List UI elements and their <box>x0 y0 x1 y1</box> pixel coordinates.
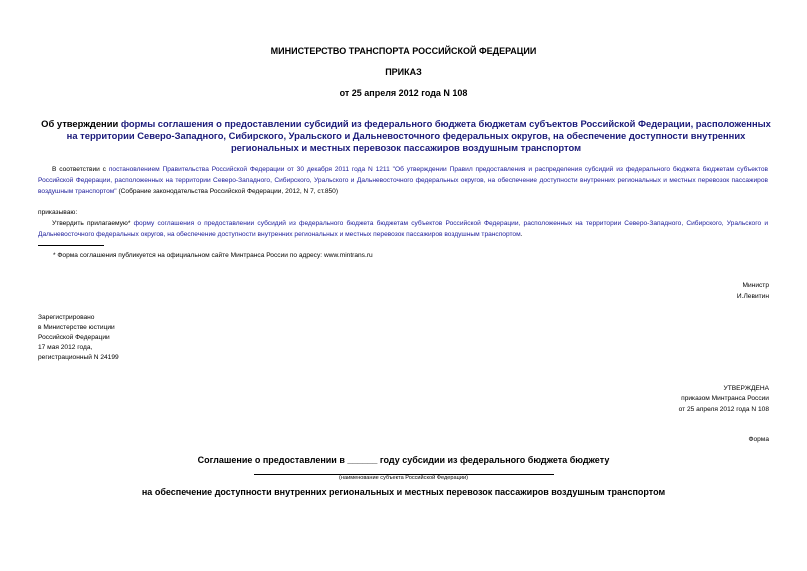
title-prefix: Об утверждении <box>41 118 121 129</box>
registration-line-3: Российской Федерации <box>38 334 110 341</box>
footnote: * Форма соглашения публикуется на официальном сайте Минтранса России по адресу: www.mintrans.ru <box>53 252 373 259</box>
agreement-purpose: на обеспечение доступности внутренних региональных и местных перевозок пассажиров воздушным транспортом <box>141 487 666 497</box>
form-label: Форма <box>748 436 769 443</box>
document-title <box>36 118 776 154</box>
title-link[interactable]: формы соглашения о предоставлении субсидий из федерального бюджета бюджетам субъектов Российской Федерации, расположенных на территории Северо-Западного, Сибирского, Уральского и Дальневосточного федеральных округов, на обеспечение доступности внутренних региональных и местных перевозок пассажиров воздушным транспортом <box>66 118 771 153</box>
approved-line-3: от 25 апреля 2012 года N 108 <box>678 406 769 413</box>
subject-caption: (наименование субъекта Российской Федерации) <box>339 475 468 481</box>
doc-type-heading: ПРИКАЗ <box>385 67 422 77</box>
preamble-prefix: В соответствии с <box>52 166 109 173</box>
registration-line-2: в Министерстве юстиции <box>38 324 115 331</box>
doc-date-heading: от 25 апреля 2012 года N 108 <box>339 88 468 98</box>
order-suffix: . <box>520 231 523 238</box>
preamble-suffix: (Собрание законодательства Российской Федерации, 2012, N 7, ст.850) <box>116 188 339 195</box>
preamble-paragraph <box>38 164 768 197</box>
approved-line-1: УТВЕРЖДЕНА <box>723 385 769 392</box>
ministry-heading: МИНИСТЕРСТВО ТРАНСПОРТА РОССИЙСКОЙ ФЕДЕРАЦИИ <box>270 46 537 56</box>
signature-name: И.Левитин <box>736 293 769 300</box>
registration-line-4: 17 мая 2012 года, <box>38 344 93 351</box>
order-word: приказываю: <box>38 209 78 216</box>
form-link[interactable]: форму соглашения о предоставлении субсидий из федерального бюджета бюджетам субъектов Российской Федерации, расположенных на территории Северо-Западного, Сибирского, Уральского и Дальневосточного федеральных округов, на обеспечение доступности внутренних региональных и местных перевозок пассажиров воздушным транспортом <box>38 220 768 238</box>
registration-line-5: регистрационный N 24199 <box>38 354 119 361</box>
footnote-divider <box>38 245 104 246</box>
registration-line-1: Зарегистрировано <box>38 314 95 321</box>
agreement-title: Соглашение о предоставлении в ______ году субсидии из федерального бюджета бюджету <box>197 455 610 465</box>
resolution-link[interactable]: постановлением Правительства Российской Федерации от 30 декабря 2011 года N 1211 "Об утверждении Правил предоставления и распределения субсидий из федерального бюджета бюджетам субъектов Российской Федерации, расположенных на территории Северо-Западного, Сибирского, Уральского и Дальневосточного федеральных округов, на обеспечение доступности внутренних региональных и местных перевозок пассажиров воздушным транспортом" <box>38 166 769 195</box>
order-paragraph <box>38 218 768 240</box>
signature-position: Министр <box>742 282 769 289</box>
approved-line-2: приказом Минтранса России <box>681 395 769 402</box>
order-prefix: Утвердить прилагаемую* <box>52 220 134 227</box>
